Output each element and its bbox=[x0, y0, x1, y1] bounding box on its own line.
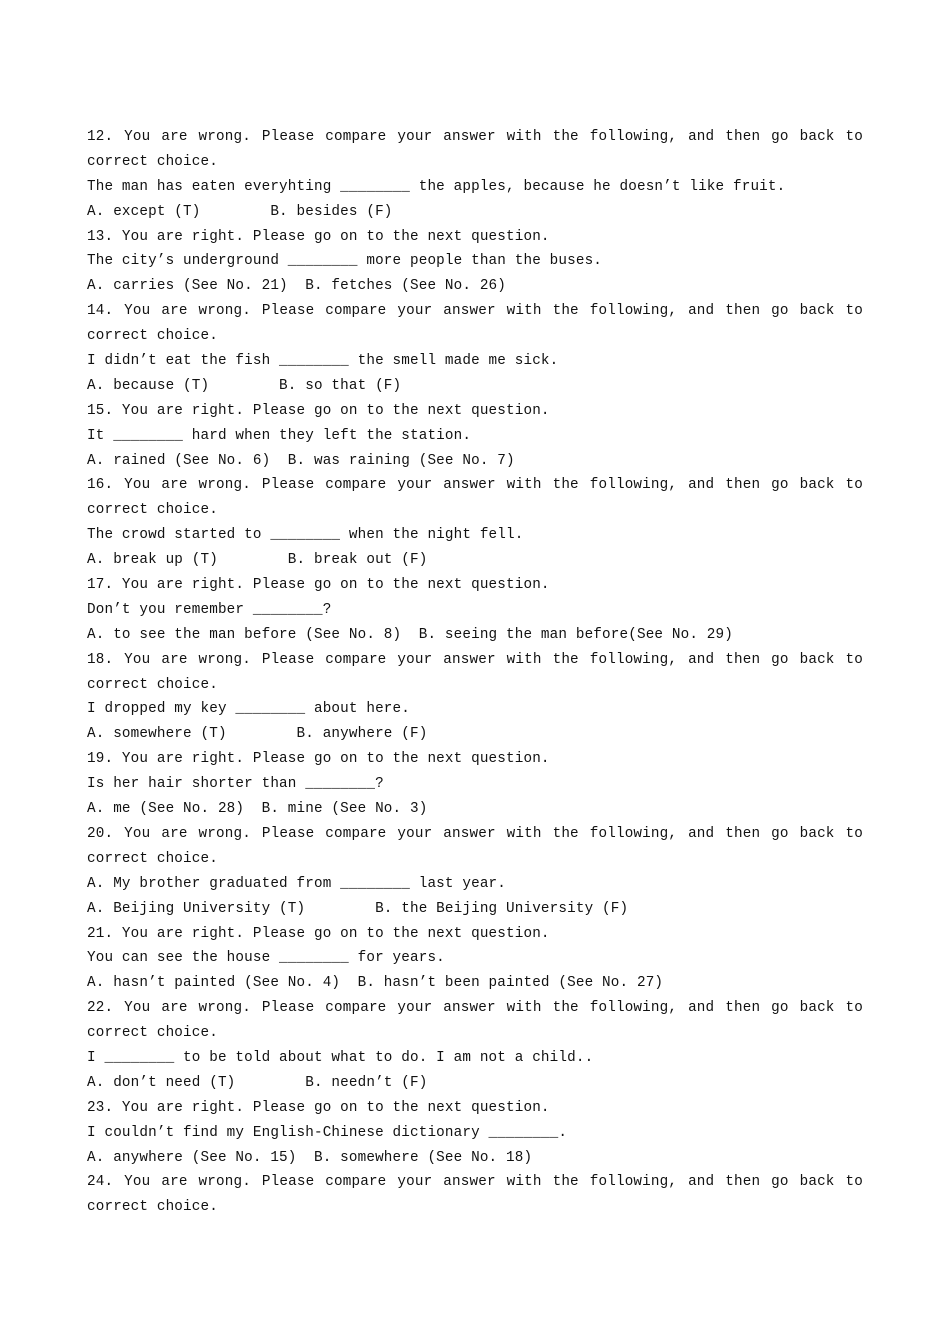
text-line: A. except (T) B. besides (F) bbox=[87, 203, 393, 220]
text-line: 24. You are wrong. Please compare your answer with the following, and then go back to bbox=[87, 1174, 863, 1191]
text-line: 16. You are wrong. Please compare your answer with the following, and then go back to bbox=[87, 477, 863, 494]
text-line: 15. You are right. Please go on to the next question. bbox=[87, 402, 550, 419]
text-line: 13. You are right. Please go on to the next question. bbox=[87, 228, 550, 245]
text-line: 17. You are right. Please go on to the next question. bbox=[87, 577, 550, 594]
text-line: 14. You are wrong. Please compare your answer with the following, and then go back to bbox=[87, 303, 863, 320]
text-line: correct choice. bbox=[87, 676, 218, 693]
text-line: I dropped my key ________ about here. bbox=[87, 701, 410, 718]
text-line: correct choice. bbox=[87, 153, 218, 170]
text-line: 22. You are wrong. Please compare your answer with the following, and then go back to bbox=[87, 1000, 863, 1017]
text-line: 23. You are right. Please go on to the next question. bbox=[87, 1099, 550, 1116]
text-line: I didn’t eat the fish ________ the smell made me sick. bbox=[87, 353, 559, 370]
document-page bbox=[87, 125, 863, 1220]
text-line: A. Beijing University (T) B. the Beijing University (F) bbox=[87, 900, 629, 917]
text-line: 12. You are wrong. Please compare your answer with the following, and then go back to bbox=[87, 129, 863, 145]
text-line: A. to see the man before (See No. 8) B. seeing the man before(See No. 29) bbox=[87, 626, 733, 643]
text-line: A. anywhere (See No. 15) B. somewhere (See No. 18) bbox=[87, 1149, 533, 1166]
text-line: correct choice. bbox=[87, 1025, 218, 1042]
text-line: correct choice. bbox=[87, 328, 218, 345]
text-line: It ________ hard when they left the station. bbox=[87, 427, 472, 444]
text-line: A. My brother graduated from ________ last year. bbox=[87, 875, 507, 892]
text-line: A. break up (T) B. break out (F) bbox=[87, 552, 428, 569]
text-line: 18. You are wrong. Please compare your answer with the following, and then go back to bbox=[87, 651, 863, 668]
text-line: 21. You are right. Please go on to the next question. bbox=[87, 925, 550, 942]
text-line: Is her hair shorter than ________? bbox=[87, 776, 384, 793]
text-line: I couldn’t find my English-Chinese dictionary ________. bbox=[87, 1124, 568, 1141]
text-line: 19. You are right. Please go on to the next question. bbox=[87, 751, 550, 768]
text-line: 20. You are wrong. Please compare your answer with the following, and then go back to bbox=[87, 825, 863, 842]
text-line: Don’t you remember ________? bbox=[87, 601, 332, 618]
text-line: The city’s underground ________ more people than the buses. bbox=[87, 253, 603, 270]
text-line: A. rained (See No. 6) B. was raining (See No. 7) bbox=[87, 452, 515, 469]
text-line: The crowd started to ________ when the night fell. bbox=[87, 527, 524, 544]
text-line: A. because (T) B. so that (F) bbox=[87, 377, 402, 394]
text-line: A. me (See No. 28) B. mine (See No. 3) bbox=[87, 801, 428, 818]
text-line: You can see the house ________ for years. bbox=[87, 950, 445, 967]
text-line: I ________ to be told about what to do. I am not a child.. bbox=[87, 1049, 594, 1066]
text-line: The man has eaten everyhting ________ the apples, because he doesn’t like fruit. bbox=[87, 178, 786, 195]
text-line: correct choice. bbox=[87, 850, 218, 867]
text-line: A. somewhere (T) B. anywhere (F) bbox=[87, 726, 428, 743]
text-line: correct choice. bbox=[87, 1199, 218, 1216]
text-line: correct choice. bbox=[87, 502, 218, 519]
text-line: A. hasn’t painted (See No. 4) B. hasn’t been painted (See No. 27) bbox=[87, 975, 664, 992]
text-line: A. don’t need (T) B. needn’t (F) bbox=[87, 1074, 428, 1091]
text-line: A. carries (See No. 21) B. fetches (See No. 26) bbox=[87, 278, 507, 295]
